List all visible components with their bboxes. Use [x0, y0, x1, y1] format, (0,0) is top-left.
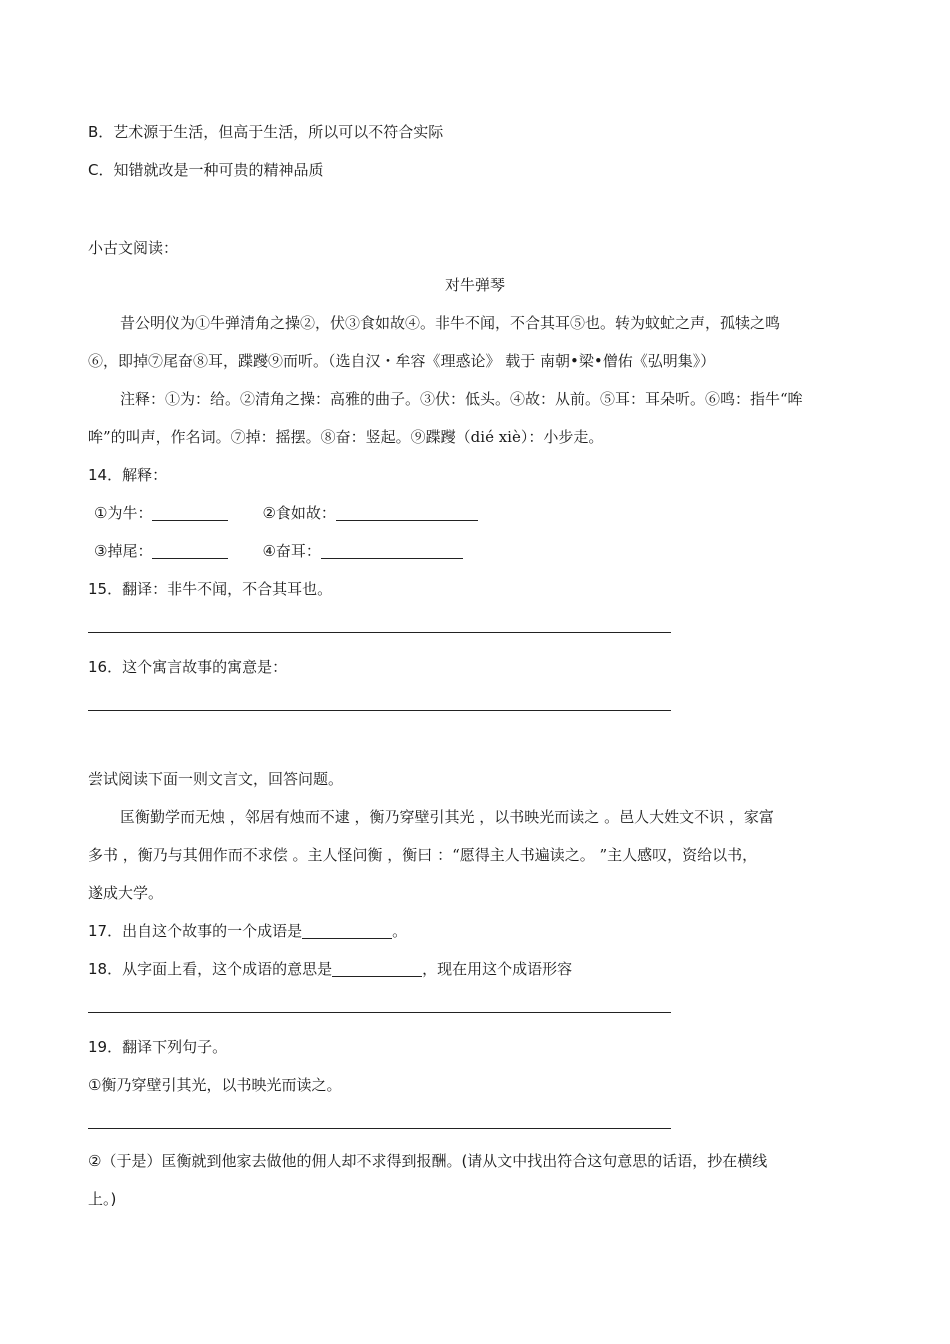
passage1-text-line1: 昔公明仪为①牛弹清角之操②，伏③食如故④。非牛不闻，不合其耳⑤也。转为蚊虻之声，孤犊之鸣 [120, 314, 781, 332]
passage1-text-line2: ⑥，即掉⑦尾奋⑧耳，蹀躞⑨而听。（选自汉・牟容《理惑论》 载于 南朝•梁•僧佑《弘明集》） [88, 352, 716, 370]
q18-after: ，现在用这个成语形容 [422, 960, 573, 978]
passage2-text-line2: 多书 ，衡乃与其佣作而不求偿 。主人怪问衡 ，衡曰 ：“愿得主人书遍读之。 ”主人感叹，资给以书， [88, 846, 758, 864]
q14-item1: ①为牛： [94, 504, 153, 522]
q15-answer-line[interactable] [88, 632, 671, 633]
q16-answer-line[interactable] [88, 710, 671, 711]
q18-row [88, 959, 572, 979]
passage2-text-line1: 匡衡勤学而无烛 ，邻居有烛而不逮 ，衡乃穿壁引其光 ，以书映光而读之 。邑人大姓文不识 ，家富 [120, 808, 774, 826]
q18-before: 18．从字面上看，这个成语的意思是 [88, 960, 333, 978]
q15-label: 15．翻译：非牛不闻，不合其耳也。 [88, 580, 333, 598]
q17-before: 17．出自这个故事的一个成语是 [88, 922, 303, 940]
q19-sub2-line1: ②（于是）匡衡就到他家去做他的佣人却不求得到报酬。(请从文中找出符合这句意思的话语，抄在横线 [88, 1152, 768, 1170]
q14-item4: ④奋耳： [262, 542, 321, 560]
passage1-notes-line2: 哞”的叫声，作名词。⑦掉：摇摆。⑧奋：竖起。⑨蹀躞（dié xiè）：小步走。 [88, 428, 604, 446]
q19-label: 19．翻译下列句子。 [88, 1038, 228, 1056]
q18-answer-line[interactable] [88, 1012, 671, 1013]
passage1-notes-line1: 注释：①为：给。②清角之操：高雅的曲子。③伏：低头。④故：从前。⑤耳：耳朵听。⑥鸣：指牛“哞 [120, 390, 803, 408]
q19-sub1: ①衡乃穿壁引其光，以书映光而读之。 [88, 1076, 342, 1094]
q14-blank3[interactable] [152, 542, 228, 559]
q14-blank2[interactable] [336, 504, 478, 521]
passage1-heading: 小古文阅读： [88, 239, 179, 257]
passage2-text-line3: 遂成大学。 [88, 884, 164, 902]
q14-item3: ③掉尾： [94, 542, 153, 560]
q14-row2 [94, 541, 463, 561]
q19-sub2-line2: 上。) [88, 1190, 117, 1208]
q14-label: 14．解释： [88, 466, 168, 484]
q17-row [88, 921, 407, 941]
q16-label: 16．这个寓言故事的寓意是： [88, 658, 288, 676]
q17-after: 。 [392, 922, 408, 940]
passage2-heading: 尝试阅读下面一则文言文，回答问题。 [88, 770, 344, 788]
q14-blank4[interactable] [321, 542, 463, 559]
q19-sub1-answer-line[interactable] [88, 1128, 671, 1129]
option-b: B．艺术源于生活，但高于生活，所以可以不符合实际 [88, 123, 444, 141]
q18-blank[interactable] [332, 960, 422, 977]
option-c: C．知错就改是一种可贵的精神品质 [88, 161, 324, 179]
q17-blank[interactable] [302, 922, 392, 939]
q14-item2: ②食如故： [262, 504, 336, 522]
passage1-title: 对牛弹琴 [444, 276, 505, 294]
q14-blank1[interactable] [152, 504, 228, 521]
q14-row1 [94, 503, 478, 523]
